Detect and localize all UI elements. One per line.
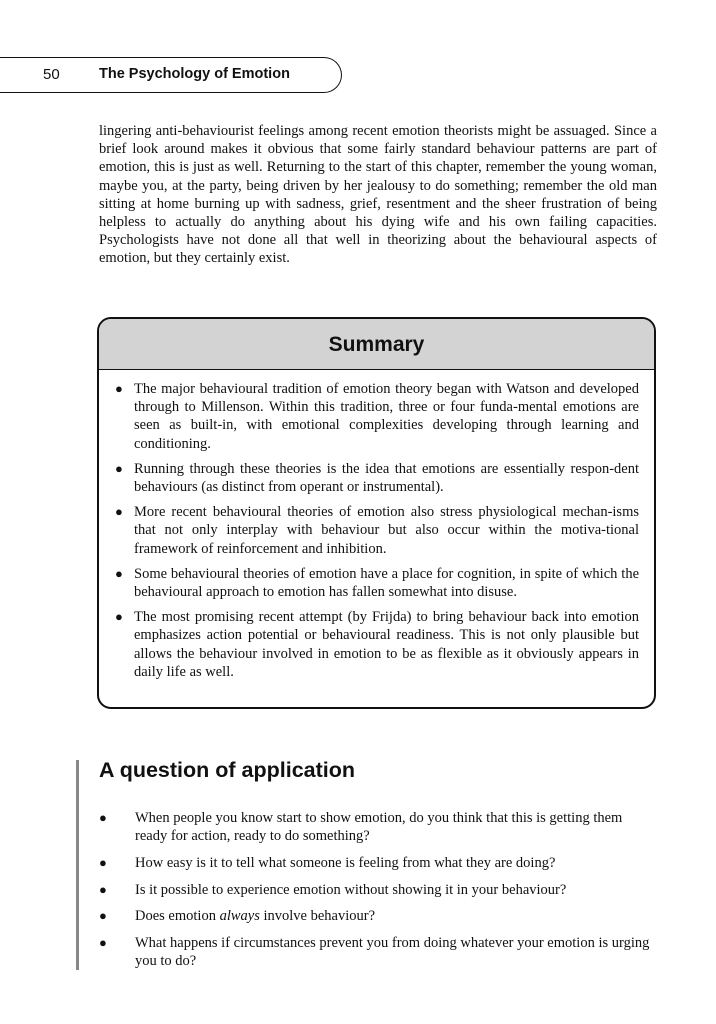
bullet-icon: ● <box>99 935 107 951</box>
summary-item <box>113 608 639 681</box>
bullet-icon: ● <box>99 908 107 924</box>
summary-item-text: The major behavioural tradition of emotion theory began with Watson and developed through to Millenson. Within this tradition, three or four funda-mental emotions are seen as built-in, with emotional complexities developing through learning and conditioning. <box>134 381 639 452</box>
summary-item-text: Some behavioural theories of emotion have a place for cognition, in spite of which the behavioural approach to emotion has fallen somewhat into disuse. <box>134 565 639 601</box>
application-list <box>99 809 657 979</box>
bullet-icon: ● <box>115 504 123 520</box>
application-item <box>99 934 657 970</box>
application-item <box>99 907 657 925</box>
summary-box <box>97 317 656 709</box>
bullet-icon: ● <box>115 565 123 581</box>
application-item-text: How easy is it to tell what someone is feeling from what they are doing? <box>135 854 556 871</box>
application-item-text: When people you know start to show emotion, do you think that this is getting them ready for action, ready to do something? <box>135 810 623 845</box>
intro-paragraph: lingering anti-behaviourist feelings among recent emotion theorists might be assuaged. Since a brief look around makes it obvious that some fairly standard behaviour patterns are part of emotion, this is just as well. Returning to the start of this chapter, remember the young woman, maybe you, at the party, being driven by her jealousy to do something; remember the old man sitting at home burning up with sadness, grief, resentment and the sheer frustration of being helpless to actually do anything about his dying wife and his own failing capacities. Psychologists have not done all that well in theorizing about the behavioural aspects of emotion, but they certainly exist. <box>99 123 657 267</box>
bullet-icon: ● <box>115 460 123 476</box>
bullet-icon: ● <box>99 881 107 897</box>
bullet-icon: ● <box>115 381 123 396</box>
running-title: The Psychology of Emotion <box>99 66 290 82</box>
summary-item <box>113 460 639 496</box>
application-item-text: What happens if circumstances prevent you from doing whatever your emotion is urging you to do? <box>135 935 650 970</box>
summary-item <box>113 380 639 453</box>
section-side-rule <box>76 760 79 970</box>
summary-title: Summary <box>328 333 425 356</box>
application-item-text: Does emotion <box>135 908 220 925</box>
application-item-emphasis: always <box>219 908 260 925</box>
summary-item <box>113 565 639 601</box>
application-item <box>99 881 657 899</box>
summary-header <box>99 319 654 370</box>
page-number: 50 <box>43 66 60 83</box>
application-item-text-end: involve behaviour? <box>259 908 376 925</box>
bullet-icon: ● <box>99 854 107 870</box>
bullet-icon: ● <box>115 609 123 625</box>
application-item <box>99 854 657 872</box>
summary-item <box>113 503 639 558</box>
application-item <box>99 809 657 845</box>
application-item-text: Is it possible to experience emotion without showing it in your behaviour? <box>135 881 567 898</box>
summary-item-text: Running through these theories is the idea that emotions are essentially respon-dent behaviours (as distinct from operant or instrumental). <box>134 460 639 496</box>
application-heading: A question of application <box>99 758 356 782</box>
bullet-icon: ● <box>99 810 107 825</box>
summary-item-text: More recent behavioural theories of emotion also stress physiological mechan-isms that not only interplay with behaviour but also occur within the motiva-tional framework of reinforcement and inhibition. <box>134 504 639 557</box>
summary-item-text: The most promising recent attempt (by Frijda) to bring behaviour back into emotion emphasizes action potential or behavioural readiness. This is not only plausible but allows the behaviour involved in emotion to be as flexible as it obviously appears in daily life as well. <box>134 609 639 680</box>
summary-list <box>99 370 654 681</box>
